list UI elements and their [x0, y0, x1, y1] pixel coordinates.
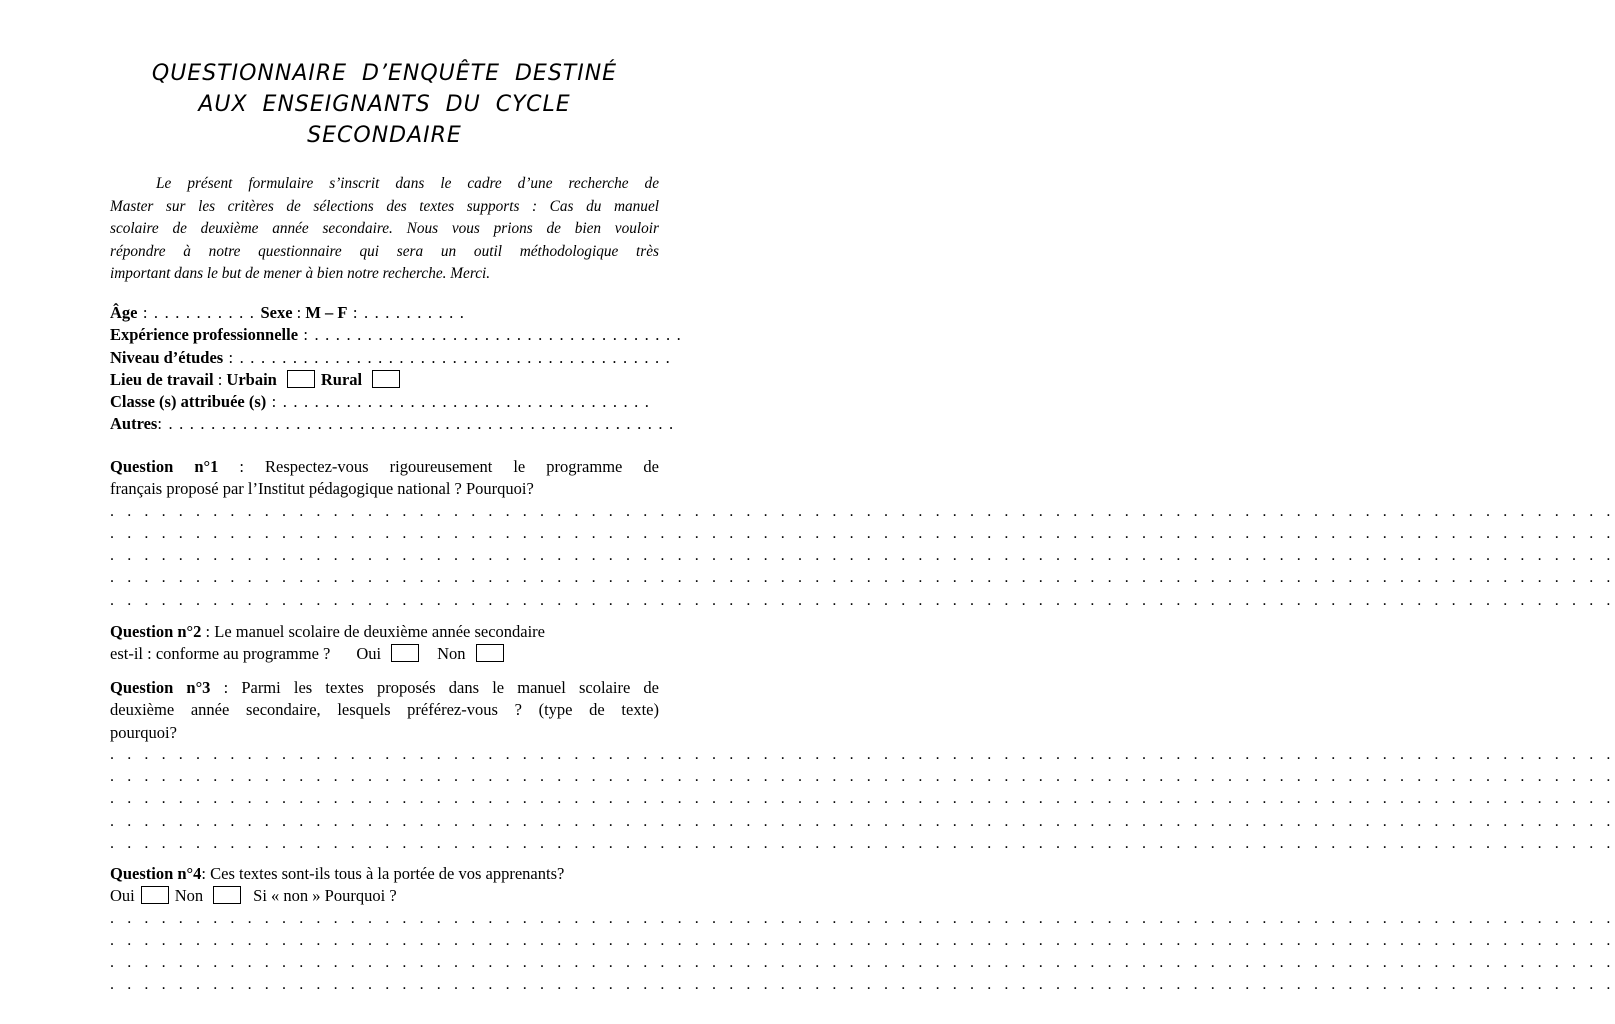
- page-title: [110, 58, 659, 151]
- q4-oui-label: Oui: [110, 886, 135, 906]
- experience-label: Expérience professionnelle: [110, 325, 299, 345]
- q2-non-checkbox[interactable]: [476, 644, 504, 662]
- age-field[interactable]: : . . . . . . . . . .: [137, 303, 261, 322]
- q4-non-label: Non: [174, 886, 204, 906]
- q2-text: : Le manuel scolaire de deuxième année secondaire: [201, 622, 546, 641]
- answer-line[interactable]: . . . . . . . . . . . . . . . . . . . . . . . . . . . . . . . . . . . . . . . . . . . . . . . . . . . . . . . . . . . . . . . . . . . . . . . . . . . . . . . . . . . . . . . .: [110, 745, 1615, 763]
- intro-paragraph: [110, 173, 659, 286]
- q1-text: : Respectez-vous rigoureusement le programme de: [218, 457, 659, 476]
- answer-line[interactable]: . . . . . . . . . . . . . . . . . . . . . . . . . . . . . . . . . . . . . . . . . . . . . . . . . . . . . . . . . . . . . . . . . . . . . . . . . . . . . . . . . . . . . . . .: [110, 547, 1615, 565]
- urbain-checkbox[interactable]: [287, 370, 315, 388]
- q4-label: Question n°4: [110, 864, 202, 883]
- lieu-sep: :: [213, 369, 227, 389]
- q2-label: Question n°2: [110, 622, 202, 641]
- answer-line[interactable]: . . . . . . . . . . . . . . . . . . . . . . . . . . . . . . . . . . . . . . . . . . . . . . . . . . . . . . . . . . . . . . . . . . . . . . . . . . . . . . . . . . . . . . . .: [110, 768, 1615, 786]
- q1-label: Question n°1: [110, 457, 219, 476]
- classe-label: Classe (s) attribuée (s): [110, 392, 267, 412]
- q3-line-2: deuxième année secondaire, lesquels préférez-vous ? (type de texte): [110, 700, 659, 720]
- answer-line[interactable]: . . . . . . . . . . . . . . . . . . . . . . . . . . . . . . . . . . . . . . . . . . . . . . . . . . . . . . . . . . . . . . . . . . . . . . . . . . . . . . . . . . . . . . . .: [110, 954, 1615, 972]
- title-line-3: SECONDAIRE: [307, 123, 462, 148]
- autres-label: Autres: [110, 414, 158, 434]
- rural-checkbox[interactable]: [372, 370, 400, 388]
- title-line-1: QUESTIONNAIRE D’ENQUÊTE DESTINÉ: [151, 61, 618, 86]
- experience-row: [110, 324, 682, 346]
- q3-line-3: pourquoi?: [110, 722, 177, 742]
- q2-non-label: Non: [437, 644, 466, 664]
- q3-label: Question n°3: [110, 678, 211, 697]
- q4-non-checkbox[interactable]: [213, 886, 241, 904]
- answer-line[interactable]: . . . . . . . . . . . . . . . . . . . . . . . . . . . . . . . . . . . . . . . . . . . . . . . . . . . . . . . . . . . . . . . . . . . . . . . . . . . . . . . . . . . . . . . .: [110, 835, 1615, 853]
- niveau-field[interactable]: : . . . . . . . . . . . . . . . . . . . . . . . . . . . . . . . . . . . . . . . . .: [223, 347, 671, 367]
- question-2: [110, 621, 659, 666]
- age-sexe-row: [110, 302, 670, 324]
- q1-line-1: [110, 456, 659, 478]
- autres-field[interactable]: : . . . . . . . . . . . . . . . . . . . . . . . . . . . . . . . . . . . . . . . . . . . . . . . .: [157, 414, 675, 434]
- respondent-fields: [110, 302, 682, 436]
- sexe-sep: :: [292, 303, 306, 322]
- age-label: Âge: [110, 303, 138, 322]
- q1-line-2: français proposé par l’Institut pédagogique national ? Pourquoi?: [110, 479, 534, 499]
- question-1: [110, 456, 1615, 612]
- answer-line[interactable]: . . . . . . . . . . . . . . . . . . . . . . . . . . . . . . . . . . . . . . . . . . . . . . . . . . . . . . . . . . . . . . . . . . . . . . . . . . . . . . . . . . . . . . . .: [110, 909, 1615, 927]
- q3-text: : Parmi les textes proposés dans le manuel scolaire de: [210, 678, 659, 697]
- q4-line-2: [110, 885, 659, 907]
- intro-line: répondre à notre questionnaire qui sera un outil méthodologique très: [110, 242, 659, 260]
- answer-line[interactable]: . . . . . . . . . . . . . . . . . . . . . . . . . . . . . . . . . . . . . . . . . . . . . . . . . . . . . . . . . . . . . . . . . . . . . . . . . . . . . . . . . . . . . . . .: [110, 790, 1615, 808]
- question-3: [110, 677, 1615, 855]
- urbain-label: Urbain: [226, 369, 277, 389]
- q2-oui-label: Oui: [356, 644, 382, 664]
- q4-text: : Ces textes sont-ils tous à la portée de vos apprenants?: [201, 864, 565, 883]
- answer-line[interactable]: . . . . . . . . . . . . . . . . . . . . . . . . . . . . . . . . . . . . . . . . . . . . . . . . . . . . . . . . . . . . . . . . . . . . . . . . . . . . . . . . . . . . . . . .: [110, 524, 1615, 542]
- classe-row: [110, 391, 670, 413]
- q2-line-2: [110, 643, 659, 665]
- experience-field[interactable]: : . . . . . . . . . . . . . . . . . . . . . . . . . . . . . . . . . . .: [298, 325, 682, 345]
- q2-text-2: est-il : conforme au programme ?: [110, 644, 331, 664]
- answer-line[interactable]: . . . . . . . . . . . . . . . . . . . . . . . . . . . . . . . . . . . . . . . . . . . . . . . . . . . . . . . . . . . . . . . . . . . . . . . . . . . . . . . . . . . . . . . .: [110, 931, 1615, 949]
- answer-line[interactable]: . . . . . . . . . . . . . . . . . . . . . . . . . . . . . . . . . . . . . . . . . . . . . . . . . . . . . . . . . . . . . . . . . . . . . . . . . . . . . . . . . . . . . . . .: [110, 591, 1615, 609]
- answer-line[interactable]: . . . . . . . . . . . . . . . . . . . . . . . . . . . . . . . . . . . . . . . . . . . . . . . . . . . . . . . . . . . . . . . . . . . . . . . . . . . . . . . . . . . . . . . .: [110, 976, 1615, 994]
- sexe-label: Sexe: [260, 303, 293, 322]
- q2-oui-checkbox[interactable]: [391, 644, 419, 662]
- q2-line-1: [110, 621, 659, 643]
- intro-line: scolaire de deuxième année secondaire. Nous vous prions de bien vouloir: [110, 220, 659, 238]
- question-4: [110, 863, 1615, 997]
- q4-line-1: [110, 863, 659, 885]
- classe-field[interactable]: : . . . . . . . . . . . . . . . . . . . . . . . . . . . . . . . . . . .: [266, 392, 651, 412]
- lieu-label: Lieu de travail: [110, 369, 214, 389]
- q3-line-1: [110, 677, 659, 699]
- answer-line[interactable]: . . . . . . . . . . . . . . . . . . . . . . . . . . . . . . . . . . . . . . . . . . . . . . . . . . . . . . . . . . . . . . . . . . . . . . . . . . . . . . . . . . . . . . . .: [110, 569, 1615, 587]
- intro-line: important dans le but de mener à bien notre recherche. Merci.: [110, 265, 491, 283]
- sexe-options[interactable]: M – F: [305, 303, 348, 322]
- answer-line[interactable]: . . . . . . . . . . . . . . . . . . . . . . . . . . . . . . . . . . . . . . . . . . . . . . . . . . . . . . . . . . . . . . . . . . . . . . . . . . . . . . . . . . . . . . . .: [110, 502, 1615, 520]
- niveau-row: [110, 347, 670, 369]
- sexe-field[interactable]: : . . . . . . . . . .: [347, 303, 466, 322]
- answer-line[interactable]: . . . . . . . . . . . . . . . . . . . . . . . . . . . . . . . . . . . . . . . . . . . . . . . . . . . . . . . . . . . . . . . . . . . . . . . . . . . . . . . . . . . . . . . .: [110, 812, 1615, 830]
- rural-label: Rural: [320, 369, 363, 389]
- lieu-row: [110, 369, 670, 391]
- intro-line: Master sur les critères de sélections des textes supports : Cas du manuel: [110, 197, 659, 215]
- niveau-label: Niveau d’études: [110, 347, 224, 367]
- q4-si-non-label: Si « non » Pourquoi ?: [253, 886, 397, 906]
- title-line-2: AUX ENSEIGNANTS DU CYCLE: [198, 92, 571, 117]
- q4-oui-checkbox[interactable]: [141, 886, 169, 904]
- intro-line: Le présent formulaire s’inscrit dans le cadre d’une recherche de: [156, 175, 659, 192]
- autres-row: [110, 413, 675, 435]
